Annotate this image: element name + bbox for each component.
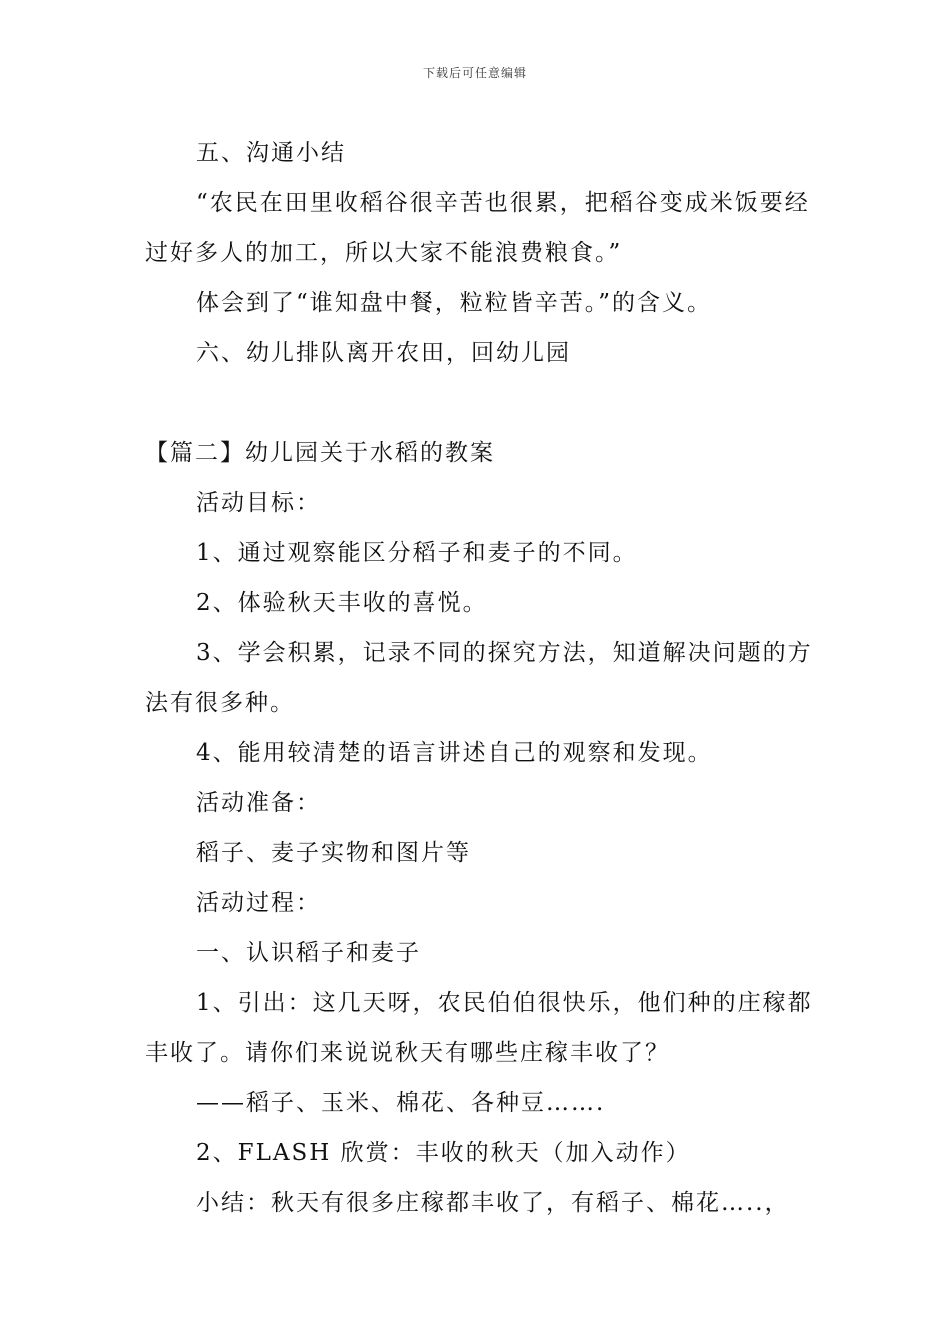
paragraph-quote: “农民在田里收稻谷很辛苦也很累，把稻谷变成米饭要经过好多人的加工，所以大家不能浪费粮食。” [145, 190, 810, 266]
paragraph-prep-heading: 活动准备： [196, 790, 321, 816]
paragraph-intro: 1、引出：这几天呀，农民伯伯很快乐，他们种的庄稼都丰收了。请你们来说说秋天有哪些庄稼丰收了？ [145, 990, 813, 1066]
page-header: 下载后可任意编辑 [422, 66, 527, 80]
paragraph-meaning: 体会到了“谁知盘中餐，粒粒皆辛苦。”的含义。 [196, 290, 713, 316]
section-title: 【篇二】幼儿园关于水稻的教案 [145, 440, 495, 466]
paragraph-goals-heading: 活动目标： [196, 490, 321, 516]
paragraph-process-heading: 活动过程： [196, 890, 321, 916]
paragraph-goal-2: 2、体验秋天丰收的喜悦。 [196, 590, 488, 616]
document-body [145, 128, 815, 1228]
paragraph-goal-1: 1、通过观察能区分稻子和麦子的不同。 [196, 540, 638, 566]
paragraph-step-one: 一、认识稻子和麦子 [196, 940, 421, 966]
paragraph-goal-4: 4、能用较清楚的语言讲述自己的观察和发现。 [196, 740, 713, 766]
paragraph-prep-items: 稻子、麦子实物和图片等 [196, 840, 471, 866]
paragraph-goal-3: 3、学会积累，记录不同的探究方法，知道解决问题的方法有很多种。 [145, 640, 813, 716]
paragraph-summary: 小结：秋天有很多庄稼都丰收了，有稻子、棉花…..， [196, 1190, 790, 1216]
paragraph-crops: ——稻子、玉米、棉花、各种豆……. [196, 1090, 606, 1116]
paragraph-flash: 2、FLASH 欣赏：丰收的秋天（加入动作） [196, 1140, 691, 1166]
paragraph-step-six: 六、幼儿排队离开农田，回幼儿园 [196, 340, 571, 366]
paragraph-summary-heading: 五、沟通小结 [196, 140, 346, 166]
blank-line [145, 378, 815, 428]
